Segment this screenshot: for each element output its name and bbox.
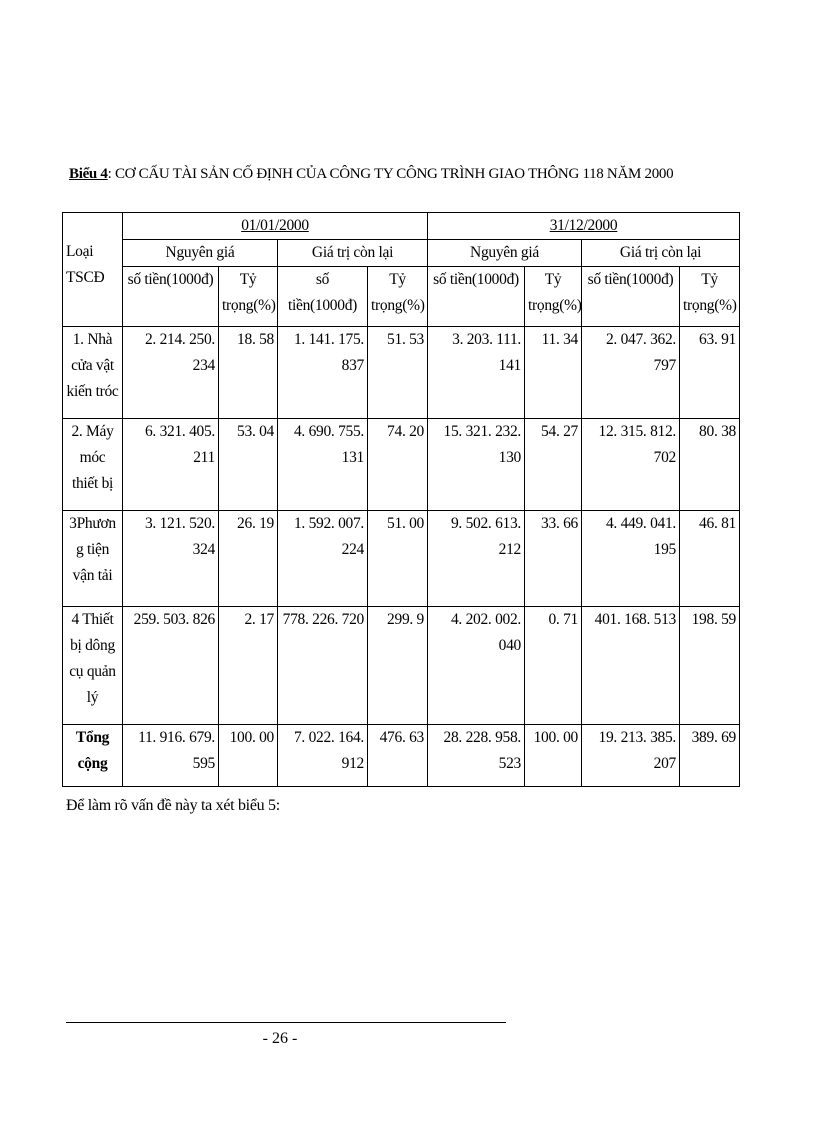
page-number: - 26 -	[262, 1030, 298, 1047]
ratio-header: Tỷ trọng(%)	[525, 267, 582, 327]
table-row	[63, 511, 740, 607]
remaining-value-header: Giá trị còn lại	[582, 240, 740, 267]
table-row	[63, 327, 740, 419]
value-cell: 33. 66	[525, 511, 582, 607]
value-cell: 198. 59	[680, 607, 740, 725]
value-cell: 6. 321. 405. 211	[123, 419, 219, 511]
value-cell: 259. 503. 826	[123, 607, 219, 725]
fixed-assets-table	[62, 212, 740, 787]
value-cell: 4. 202. 002. 040	[428, 607, 525, 725]
value-cell: 63. 91	[680, 327, 740, 419]
value-cell: 9. 502. 613. 212	[428, 511, 525, 607]
value-cell: 51. 53	[368, 327, 428, 419]
value-cell: 80. 38	[680, 419, 740, 511]
value-cell: 2. 17	[219, 607, 278, 725]
value-cell: 18. 58	[219, 327, 278, 419]
period-header-end: 31/12/2000	[428, 213, 740, 240]
asset-type-header: Loại TSCĐ	[63, 213, 123, 327]
value-cell: 51. 00	[368, 511, 428, 607]
value-cell: 0. 71	[525, 607, 582, 725]
value-cell: 401. 168. 513	[582, 607, 680, 725]
asset-type-cell: 1. Nhà cửa vật kiến tróc	[63, 327, 123, 419]
value-cell: 53. 04	[219, 419, 278, 511]
value-cell: 4. 690. 755. 131	[278, 419, 368, 511]
value-cell: 26. 19	[219, 511, 278, 607]
value-cell: 7. 022. 164. 912	[278, 725, 368, 787]
value-cell: 1. 592. 007. 224	[278, 511, 368, 607]
value-cell: 3. 121. 520. 324	[123, 511, 219, 607]
amount-header: số tiền(1000đ)	[582, 267, 680, 327]
value-cell: 46. 81	[680, 511, 740, 607]
caption-label: Biểu 4	[69, 166, 108, 182]
footer-rule	[66, 1022, 506, 1023]
total-row	[63, 725, 740, 787]
table-caption	[69, 166, 673, 183]
amount-header: số tiền(1000đ)	[428, 267, 525, 327]
value-cell: 54. 27	[525, 419, 582, 511]
ratio-header: Tỷ trọng(%)	[680, 267, 740, 327]
value-cell: 389. 69	[680, 725, 740, 787]
ratio-header: Tỷ trọng(%)	[219, 267, 278, 327]
value-cell: 11. 34	[525, 327, 582, 419]
value-cell: 19. 213. 385. 207	[582, 725, 680, 787]
amount-header: số tiền(1000đ)	[123, 267, 219, 327]
table-row	[63, 419, 740, 511]
asset-type-cell: 2. Máy móc thiết bị	[63, 419, 123, 511]
value-cell: 778. 226. 720	[278, 607, 368, 725]
value-cell: 299. 9	[368, 607, 428, 725]
value-cell: 100. 00	[525, 725, 582, 787]
body-text: Để làm rõ vấn đề này ta xét biểu 5:	[66, 797, 280, 814]
caption-text: : CƠ CẤU TÀI SẢN CỐ ĐỊNH CỦA CÔNG TY CÔNG TRÌNH GIAO THÔNG 118 NĂM 2000	[107, 166, 674, 182]
value-cell: 28. 228. 958. 523	[428, 725, 525, 787]
value-cell: 74. 20	[368, 419, 428, 511]
remaining-value-header: Giá trị còn lại	[278, 240, 428, 267]
value-cell: 15. 321. 232. 130	[428, 419, 525, 511]
value-cell: 2. 214. 250. 234	[123, 327, 219, 419]
original-cost-header: Nguyên giá	[428, 240, 582, 267]
original-cost-header: Nguyên giá	[123, 240, 278, 267]
value-cell: 2. 047. 362. 797	[582, 327, 680, 419]
period-header-start: 01/01/2000	[123, 213, 428, 240]
value-cell: 100. 00	[219, 725, 278, 787]
value-cell: 12. 315. 812. 702	[582, 419, 680, 511]
value-cell: 1. 141. 175. 837	[278, 327, 368, 419]
value-cell: 3. 203. 111. 141	[428, 327, 525, 419]
value-cell: 476. 63	[368, 725, 428, 787]
value-cell: 4. 449. 041. 195	[582, 511, 680, 607]
total-label: Tổng cộng	[63, 725, 123, 787]
amount-header: số tiền(1000đ)	[278, 267, 368, 327]
asset-type-cell: 3Phươn g tiện vận tải	[63, 511, 123, 607]
table-row	[63, 607, 740, 725]
asset-type-cell: 4 Thiết bị dông cụ quản lý	[63, 607, 123, 725]
value-cell: 11. 916. 679. 595	[123, 725, 219, 787]
ratio-header: Tỷ trọng(%)	[368, 267, 428, 327]
